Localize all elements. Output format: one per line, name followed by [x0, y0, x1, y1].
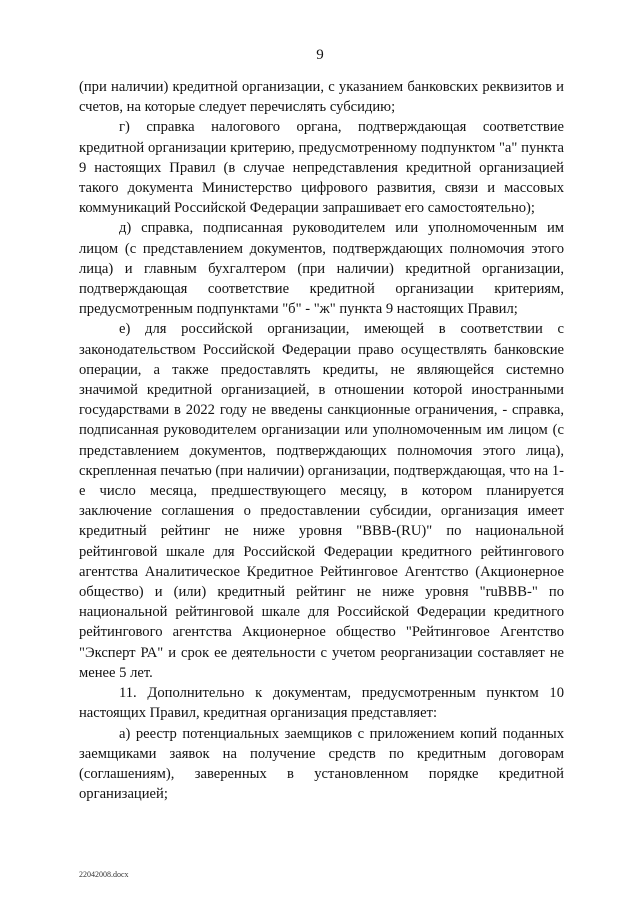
document-body [79, 77, 564, 804]
paragraph-item-e: е) для российской организации, имеющей в соответствии с законодательством Российской Федерации право осуществлять банковские операции, а также предоставлять кредиты, не являющейся системно значимой кредитной организацией, в отношении которой иностранными государствами в 2022 году не введены санкционные ограничения, - справка, подписанная руководителем организации или уполномоченным им лицом (с представлением документов, подтверждающих полномочия этого лица), скрепленная печатью (при наличии) организации, подтверждающая, что на 1-е число месяца, предшествующего месяцу, в котором планируется заключение соглашения о предоставлении субсидии, организация имеет кредитный рейтинг не ниже уровня "BBB-(RU)" по национальной рейтинговой шкале для Российской Федерации кредитного рейтингового агентства Аналитическое Кредитное Рейтинговое Агентство (Акционерное общество) и (или) кредитный рейтинг не ниже уровня "ruBBB-" по национальной рейтинговой шкале для Российской Федерации кредитного рейтингового агентства Акционерное общество "Рейтинговое Агентство "Эксперт РА" и срок ее деятельности с учетом реорганизации составляет не менее 5 лет. [79, 321, 564, 681]
paragraph-item-g: г) справка налогового органа, подтверждающая соответствие кредитной организации критерию, предусмотренному подпунктом "а" пункта 9 настоящих Правил (в случае непредставления кредитной организацией такого документа Министерство цифрового развития, связи и массовых коммуникаций Российской Федерации запрашивает его самостоятельно); [79, 119, 564, 217]
paragraph-item-d: д) справка, подписанная руководителем или уполномоченным им лицом (с представлением документов, подтверждающих полномочия этого лица) и главным бухгалтером (при наличии) кредитной организации, подтверждающая соответствие кредитной организации критериям, предусмотренным подпунктами "б" - "ж" пункта 9 настоящих Правил; [79, 220, 564, 318]
page-number: 9 [316, 47, 324, 63]
paragraph-item-a: а) реестр потенциальных заемщиков с приложением копий поданных заемщиками заявок на получение средств по кредитным договорам (соглашениям), заверенных в установленном порядке кредитной организацией; [79, 725, 564, 803]
paragraph-continuation: (при наличии) кредитной организации, с указанием банковских реквизитов и счетов, на которые следует перечислять субсидию; [79, 79, 564, 116]
footer-filename: 22042008.docx [79, 870, 129, 879]
paragraph-clause-11: 11. Дополнительно к документам, предусмотренным пунктом 10 настоящих Правил, кредитная организация представляет: [79, 685, 564, 722]
